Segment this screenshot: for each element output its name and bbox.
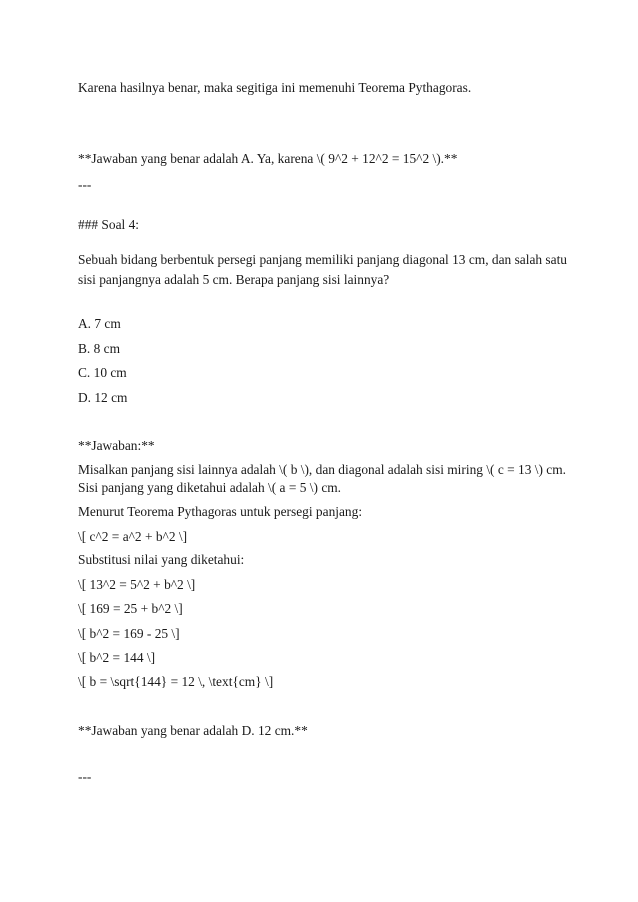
answer-heading: **Jawaban:**: [78, 438, 155, 453]
option-c: C. 10 cm: [78, 365, 127, 380]
question-text-line-1: Sebuah bidang berbentuk persegi panjang memiliki panjang diagonal 13 cm, dan salah satu: [78, 252, 568, 267]
explanation-line-4: Substitusi nilai yang diketahui:: [78, 552, 245, 567]
question-heading: ### Soal 4:: [78, 217, 140, 232]
separator-line-bottom: ---: [78, 769, 92, 784]
question-text-line-2: sisi panjangnya adalah 5 cm. Berapa panjang sisi lainnya?: [78, 272, 390, 287]
formula-line-5: \[ b^2 = 144 \]: [78, 650, 156, 665]
explanation-line-1: Misalkan panjang sisi lainnya adalah \( b \), dan diagonal adalah sisi miring \( c = 13 \) cm.: [78, 462, 567, 477]
explanation-line-3: Menurut Teorema Pythagoras untuk persegi panjang:: [78, 504, 363, 519]
separator-line: ---: [78, 177, 92, 192]
text-line-answer-4: **Jawaban yang benar adalah D. 12 cm.**: [78, 723, 308, 738]
formula-line-3: \[ 169 = 25 + b^2 \]: [78, 601, 183, 616]
formula-line-2: \[ 13^2 = 5^2 + b^2 \]: [78, 577, 196, 592]
formula-line-1: \[ c^2 = a^2 + b^2 \]: [78, 529, 188, 544]
text-line-answer-3: **Jawaban yang benar adalah A. Ya, karena \( 9^2 + 12^2 = 15^2 \).**: [78, 151, 458, 166]
text-line-conclusion: Karena hasilnya benar, maka segitiga ini memenuhi Teorema Pythagoras.: [78, 80, 472, 95]
option-d: D. 12 cm: [78, 390, 128, 405]
explanation-line-2: Sisi panjang yang diketahui adalah \( a = 5 \) cm.: [78, 480, 342, 495]
option-a: A. 7 cm: [78, 316, 121, 331]
option-b: B. 8 cm: [78, 341, 121, 356]
formula-line-4: \[ b^2 = 169 - 25 \]: [78, 626, 180, 641]
formula-line-6: \[ b = \sqrt{144} = 12 \, \text{cm} \]: [78, 674, 274, 689]
